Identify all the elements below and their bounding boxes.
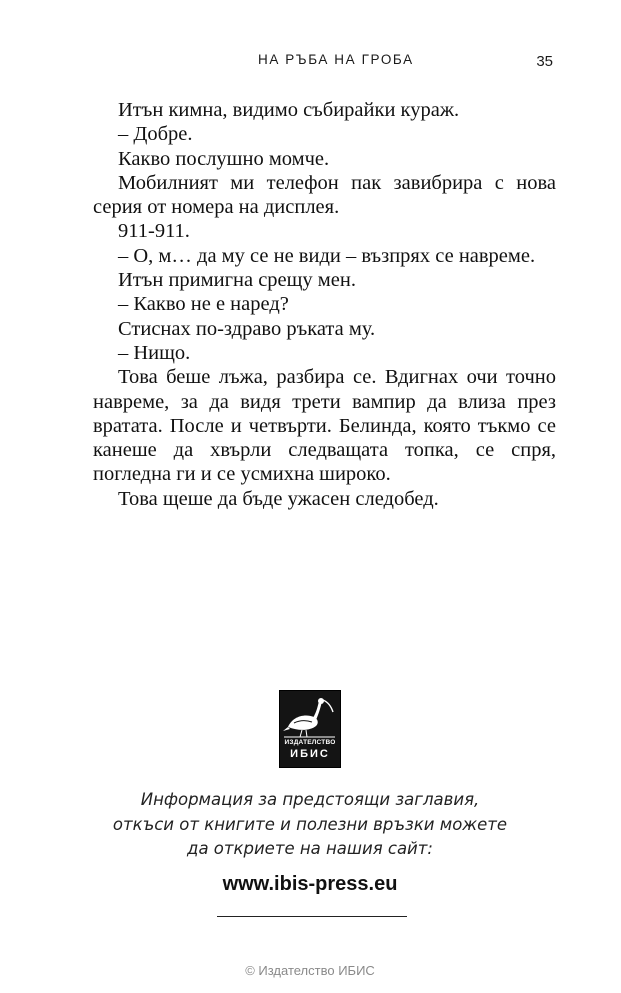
copyright-notice: © Издателство ИБИС	[245, 963, 375, 978]
paragraph: Това щеше да бъде ужасен следобед.	[118, 487, 439, 510]
info-line: Информация за предстоящи заглавия,	[140, 790, 480, 809]
body-text	[93, 98, 556, 511]
paragraph: Стиснах по-здраво ръката му.	[118, 317, 376, 340]
paragraph: Итън примигна срещу мен.	[118, 269, 356, 292]
page-number: 35	[536, 53, 553, 70]
paragraph: – Нищо.	[118, 341, 191, 364]
publisher-logo	[279, 690, 341, 768]
paragraph: Това беше лъжа, разбира се. Вдигнах очи точно навреме, за да видя трети вампир да влиза през вратата. После и четвърти. Белинда, която тъкмо се канеше да хвърли следващата топка, се спря, погледна ги и се усмихна широко.	[93, 366, 556, 486]
paragraph: – О, м… да му се не види – възпрях се навреме.	[118, 244, 536, 267]
paragraph: – Какво не е наред?	[118, 293, 289, 316]
website-link[interactable]: www.ibis-press.eu	[222, 873, 398, 895]
paragraph: Какво послушно момче.	[118, 147, 330, 170]
paragraph: Итън кимна, видимо събирайки кураж.	[118, 99, 460, 121]
paragraph: Мобилният ми телефон пак завибрира с нова серия от номера на дисплея.	[93, 171, 556, 219]
paragraph: 911-911.	[118, 220, 190, 243]
info-line: да откриете на нашия сайт:	[187, 839, 433, 858]
ibis-bird-icon	[282, 693, 337, 739]
logo-small-text: ИЗДАТЕЛСТВО	[284, 739, 336, 746]
running-title: НА РЪБА НА ГРОБА	[258, 52, 414, 67]
info-line: откъси от книгите и полезни връзки можете	[112, 814, 508, 834]
publisher-info	[60, 788, 560, 862]
divider	[217, 916, 407, 917]
paragraph: – Добре.	[118, 123, 193, 146]
logo-name: ИБИС	[290, 748, 330, 760]
